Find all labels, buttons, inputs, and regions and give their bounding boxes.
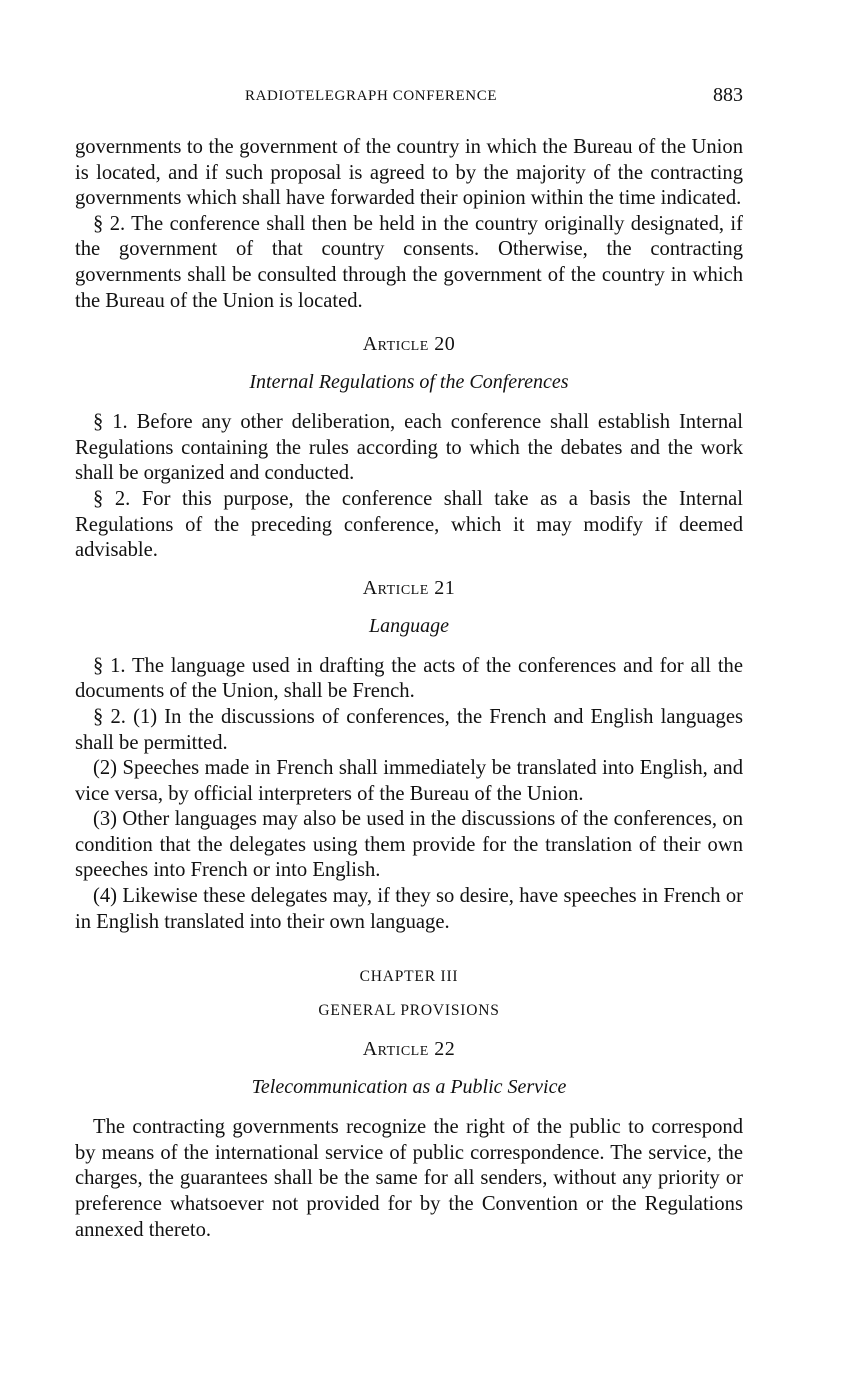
article-21-section-2-2: (2) Speeches made in French shall immediately be translated into English, and vice versa, by official interpreters of the Bureau of the Union. (75, 757, 743, 805)
running-title: RADIOTELEGRAPH CONFERENCE (245, 88, 498, 104)
article-21-section-1: § 1. The language used in drafting the acts of the conferences and for all the documents of the Union, shall be French. (75, 654, 743, 703)
article-22-text: The contracting governments recognize the right of the public to correspond by means of the international service of public correspondence. The service, the charges, the guarantees shall be the same for all senders, without any priority or preference whatsoever not provided for by the Convention or the Regulations annexed thereto. (75, 1116, 743, 1241)
chapter-heading: CHAPTER III (359, 968, 459, 986)
running-header (75, 82, 743, 112)
article-20-section-2: § 2. For this purpose, the conference shall take as a basis the Internal Regulations of the preceding conference, which it may modify if deemed advisable. (75, 487, 743, 562)
article-22-title: Telecommunication as a Public Service (251, 1076, 567, 1099)
article-22-heading: Article 22 (362, 1038, 456, 1061)
page-number: 883 (713, 84, 743, 106)
article-21-heading: Article 21 (362, 576, 456, 599)
article-21-section-2-3: (3) Other languages may also be used in the discussions of the conferences, on condition that the delegates using them provide for the translation of their own speeches into French or into English. (75, 808, 743, 882)
article-21-title: Language (369, 614, 449, 637)
article-20-heading: Article 20 (362, 333, 456, 356)
paragraph-section-2: § 2. The conference shall then be held in the country originally designated, if the government of that country consents. Otherwise, the contracting governments shall be consulted through the government of the country in which the Bureau of the Union is located. (75, 212, 743, 312)
article-20-section-1: § 1. Before any other deliberation, each conference shall establish Internal Regulations containing the rules according to which the debates and the work shall be organized and conducted. (75, 411, 743, 485)
article-20-title: Internal Regulations of the Conferences (249, 371, 569, 394)
document-page (75, 82, 743, 1243)
article-21-section-2-4: (4) Likewise these delegates may, if they so desire, have speeches in French or in English translated into their own language. (75, 885, 743, 933)
article-21-section-2-1: § 2. (1) In the discussions of conferences, the French and English languages shall be permitted. (75, 705, 743, 754)
chapter-title: GENERAL PROVISIONS (318, 1002, 500, 1020)
continued-paragraph: governments to the government of the country in which the Bureau of the Union is located, and if such proposal is agreed to by the majority of the contracting governments which shall have forwarded their opinion within the time indicated. (75, 136, 743, 210)
